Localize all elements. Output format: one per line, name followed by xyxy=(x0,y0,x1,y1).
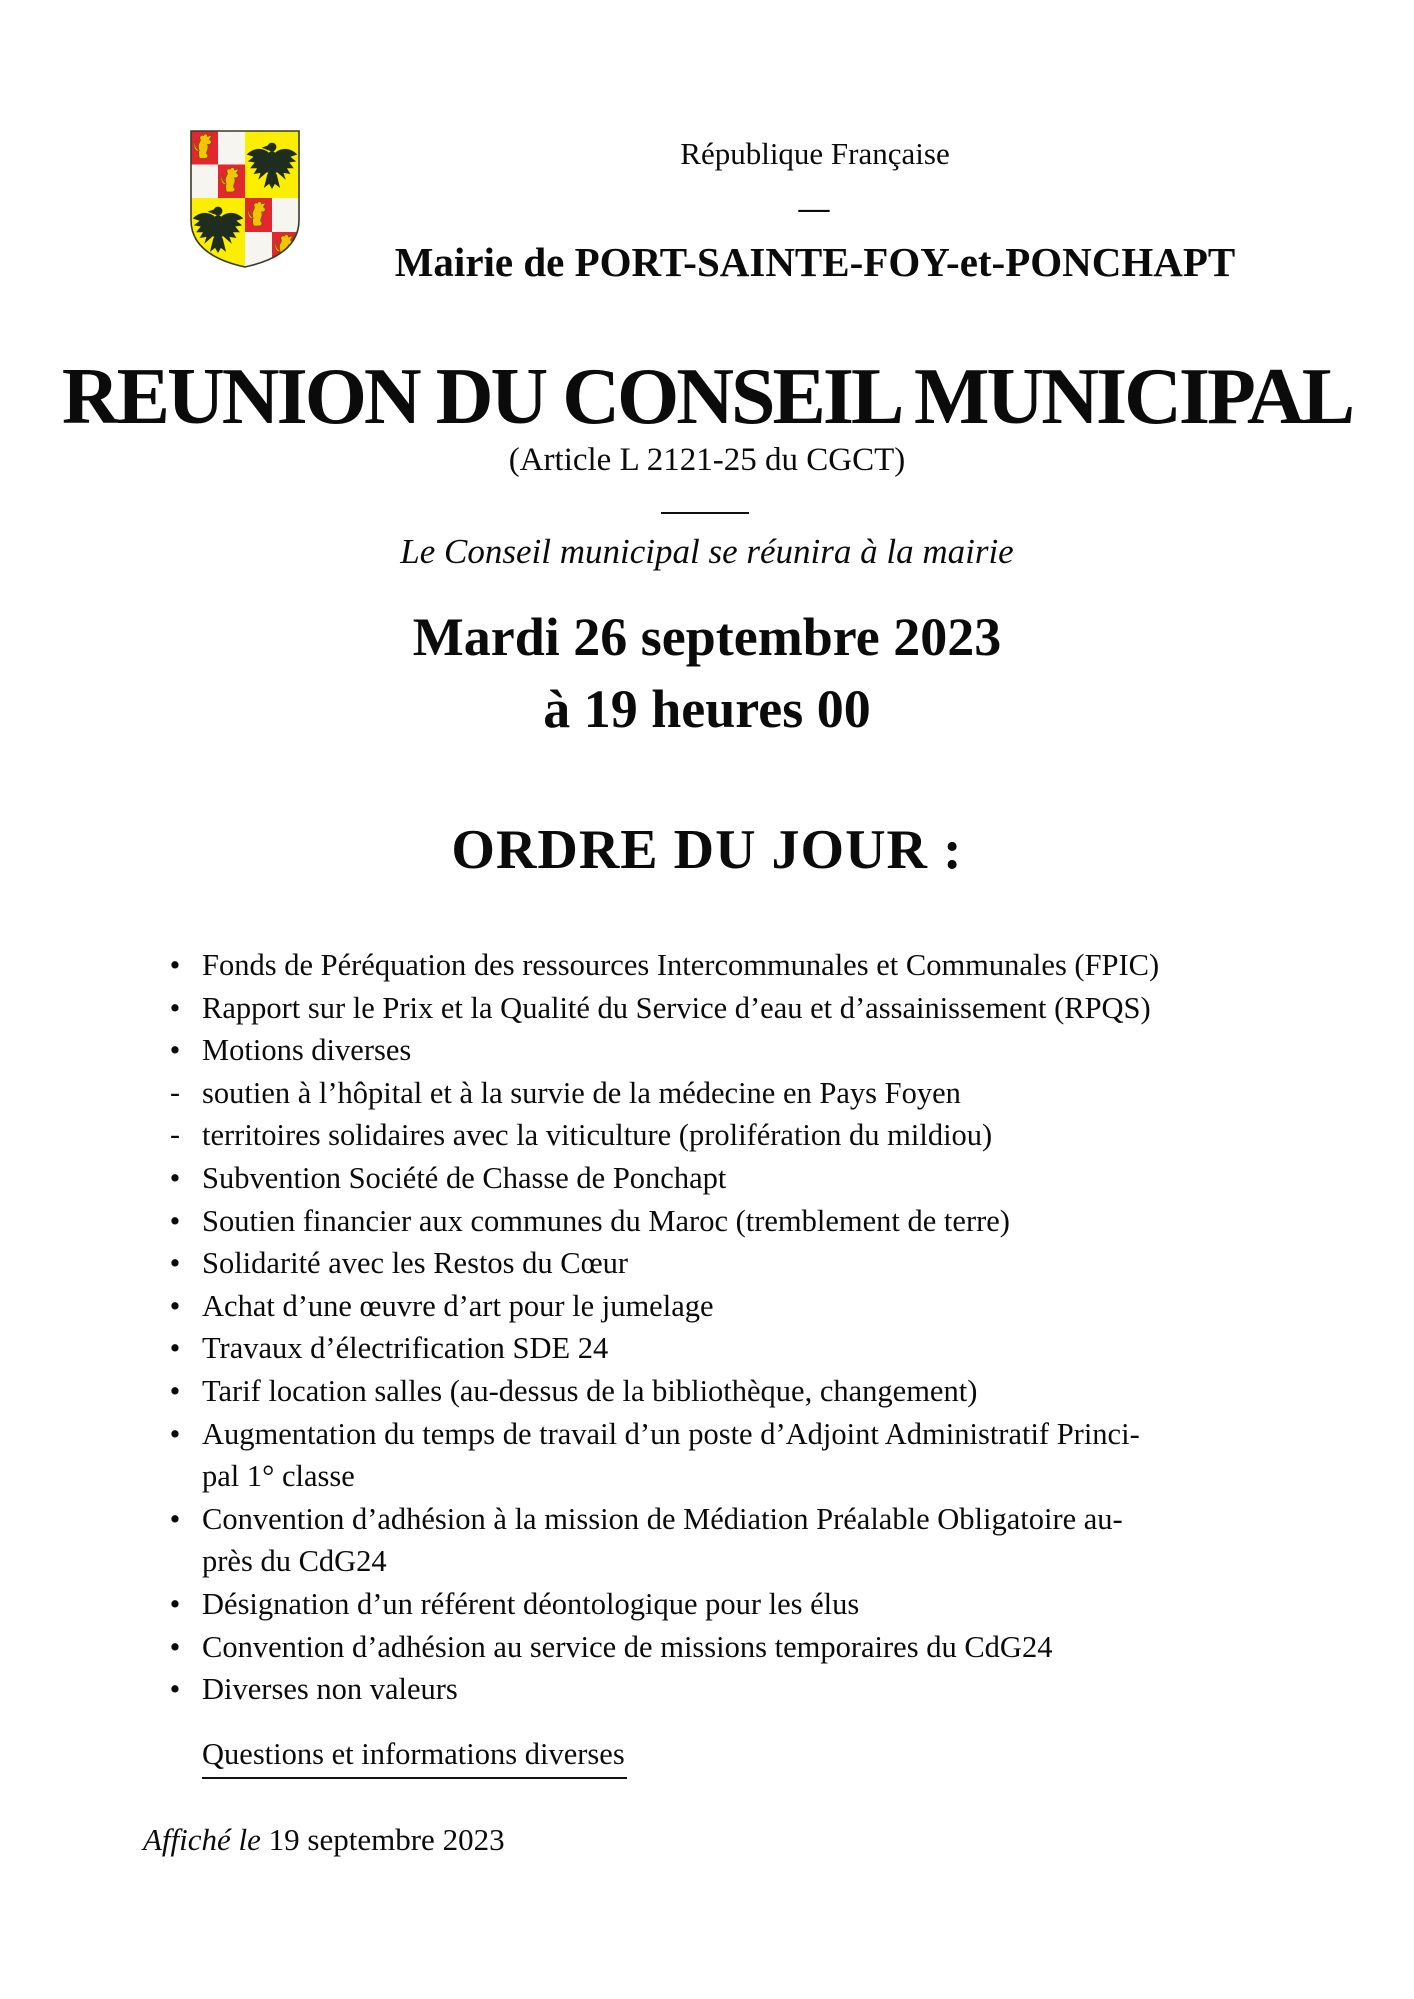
agenda-item xyxy=(148,1413,1328,1498)
agenda-item-line: Augmentation du temps de travail d’un poste d’Adjoint Administratif Princi- xyxy=(202,1416,1140,1451)
bullet-icon: • xyxy=(169,1288,181,1323)
bullet-icon: • xyxy=(169,990,181,1025)
bullet-icon: • xyxy=(169,1331,181,1366)
agenda-item-line: Rapport sur le Prix et la Qualité du Service d’eau et d’assainissement (RPQS) xyxy=(202,990,1151,1025)
agenda-item-line: près du CdG24 xyxy=(202,1544,387,1579)
agenda-heading: ORDRE DU JOUR : xyxy=(451,819,963,881)
bullet-icon: • xyxy=(169,1586,181,1621)
dash-icon: - xyxy=(170,1118,180,1152)
agenda-item-line: Subvention Société de Chasse de Ponchapt xyxy=(202,1160,727,1195)
agenda-item-text xyxy=(202,1242,1328,1285)
agenda-item xyxy=(148,1498,1328,1583)
agenda-item-line: Motions diverses xyxy=(202,1033,412,1068)
bullet-icon: • xyxy=(169,1373,181,1408)
agenda-item-text xyxy=(202,1583,1328,1626)
agenda-item xyxy=(148,1583,1328,1626)
agenda-item-text xyxy=(202,1114,1328,1157)
agenda-item xyxy=(148,1626,1328,1669)
agenda-item-line: Désignation d’un référent déontologique pour les élus xyxy=(202,1586,860,1621)
posted-line xyxy=(143,1822,505,1858)
bullet-icon: • xyxy=(169,1033,181,1068)
agenda-item-line: Diverses non valeurs xyxy=(202,1672,458,1707)
agenda-item xyxy=(148,1242,1328,1285)
bullet-icon: • xyxy=(169,1629,181,1664)
agenda-item-line: Convention d’adhésion à la mission de Médiation Préalable Obligatoire au- xyxy=(202,1501,1123,1536)
page-title: REUNION DU CONSEIL MUNICIPAL xyxy=(61,353,1353,441)
bullet-icon: • xyxy=(169,1501,181,1536)
agenda-item xyxy=(148,1200,1328,1243)
agenda-item-text xyxy=(202,1285,1328,1328)
meeting-date: Mardi 26 septembre 2023 xyxy=(412,607,1002,667)
bullet-icon: • xyxy=(169,948,181,982)
posted-date: 19 septembre 2023 xyxy=(260,1822,505,1857)
separator-line xyxy=(661,512,749,514)
agenda-item xyxy=(148,944,1328,987)
article-reference: (Article L 2121-25 du CGCT) xyxy=(508,442,906,478)
header-separator-dash: — xyxy=(798,190,832,225)
mairie-title: Mairie de PORT-SAINTE-FOY-et-PONCHAPT xyxy=(394,239,1236,285)
agenda-item-text xyxy=(202,987,1328,1030)
agenda-item xyxy=(148,1029,1328,1072)
bullet-icon: • xyxy=(169,1160,181,1195)
agenda-item-line: Fonds de Péréquation des ressources Intercommunales et Communales (FPIC) xyxy=(202,948,1160,982)
agenda-item-line: territoires solidaires avec la viticulture (prolifération du mildiou) xyxy=(202,1118,993,1153)
agenda-item-text xyxy=(202,1157,1328,1200)
questions-row xyxy=(148,1733,1328,1779)
agenda-item-text xyxy=(202,1498,1328,1583)
dash-icon: - xyxy=(170,1075,180,1109)
bullet-icon: • xyxy=(169,1203,181,1238)
agenda-item-text xyxy=(202,1200,1328,1243)
agenda-item-line: Tarif location salles (au-dessus de la bibliothèque, changement) xyxy=(202,1373,978,1408)
agenda-item-line: Convention d’adhésion au service de missions temporaires du CdG24 xyxy=(202,1629,1053,1664)
agenda-item-text xyxy=(202,944,1328,987)
agenda-item xyxy=(148,1327,1328,1370)
agenda-item-text xyxy=(202,1327,1328,1370)
meeting-time: à 19 heures 00 xyxy=(543,679,871,739)
agenda-item-line: pal 1° classe xyxy=(202,1459,355,1494)
agenda-item-text xyxy=(202,1668,1328,1711)
agenda-item xyxy=(148,1370,1328,1413)
agenda-item xyxy=(148,1668,1328,1711)
agenda-item-text xyxy=(202,1626,1328,1669)
meeting-intro: Le Conseil municipal se réunira à la mairie xyxy=(400,532,1014,571)
bullet-icon: • xyxy=(169,1246,181,1281)
agenda-item xyxy=(148,1157,1328,1200)
posted-label: Affiché le xyxy=(143,1822,261,1857)
agenda-item xyxy=(148,1114,1328,1157)
agenda-item-line: Soutien financier aux communes du Maroc (tremblement de terre) xyxy=(202,1203,1010,1238)
agenda-item-line: Achat d’une œuvre d’art pour le jumelage xyxy=(202,1288,714,1323)
questions-diverses-label: Questions et informations diverses xyxy=(202,1733,627,1779)
agenda-item-line: Travaux d’électrification SDE 24 xyxy=(202,1331,609,1366)
agenda-item-text xyxy=(202,1370,1328,1413)
agenda-item xyxy=(148,1285,1328,1328)
agenda-item xyxy=(148,1072,1328,1115)
agenda-item xyxy=(148,987,1328,1030)
agenda-item-line: soutien à l’hôpital et à la survie de la médecine en Pays Foyen xyxy=(202,1075,961,1110)
agenda-item-text xyxy=(202,1413,1328,1498)
agenda-item-text xyxy=(202,1029,1328,1072)
bullet-icon: • xyxy=(169,1672,181,1707)
republic-line: République Française xyxy=(680,136,950,171)
questions-row-wrap xyxy=(148,1722,1328,1779)
agenda-item-text xyxy=(202,1072,1328,1115)
agenda-list xyxy=(148,944,1328,1711)
bullet-icon: • xyxy=(169,1416,181,1451)
agenda-item-line: Solidarité avec les Restos du Cœur xyxy=(202,1246,629,1281)
